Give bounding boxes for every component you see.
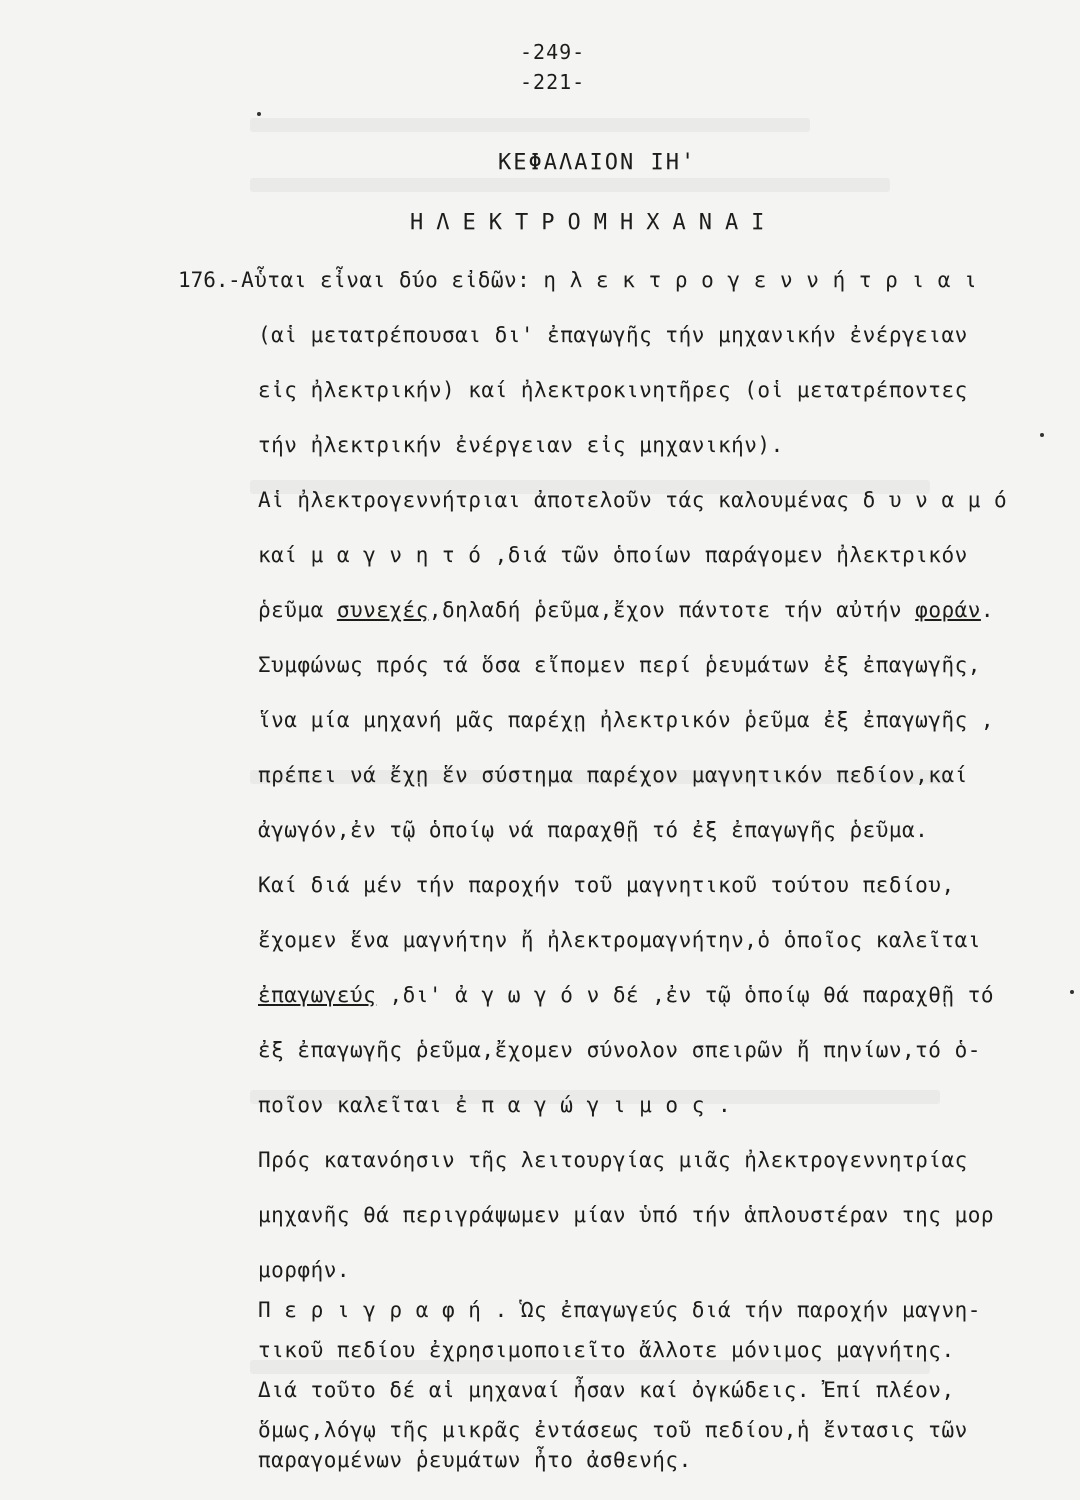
text-line: ἵνα μία μηχανή μᾶς παρέχῃ ἠλεκτρικόν ῥεῦμα ἐξ ἐπαγωγῆς , [258, 708, 995, 732]
text-line: ὅμως,λόγῳ τῆς μικρᾶς ἐντάσεως τοῦ πεδίου,ἡ ἔντασις τῶν [258, 1418, 968, 1442]
text-line: Συμφώνως πρός τά ὅσα εἴπομεν περί ῥευμάτων ἐξ ἐπαγωγῆς, [258, 653, 981, 677]
text-line: ἔχομεν ἕνα μαγνήτην ἤ ἠλεκτρομαγνήτην,ὁ ὁποῖος καλεῖται [258, 928, 981, 952]
section-number: 176. [178, 268, 229, 292]
text-line: πρέπει νά ἔχῃ ἕν σύστημα παρέχον μαγνητικόν πεδίον,καί [258, 763, 968, 787]
ink-dot [257, 112, 261, 116]
chapter-heading: ΚΕΦΑΛΑΙΟΝ ΙΗ' [498, 150, 697, 175]
text-line: Π ε ρ ι γ ρ α φ ή . Ὡς ἐπαγωγεύς διά τήν παροχήν μαγνη- [258, 1298, 981, 1322]
bleed-through [250, 1360, 930, 1374]
text-line-inductor [258, 983, 994, 1007]
text-line: Διά τοῦτο δέ αἱ μηχαναί ἦσαν καί ὀγκώδεις. Ἐπί πλέον, [258, 1378, 955, 1402]
text-line: τικοῦ πεδίου ἐχρησιμοποιεῖτο ἄλλοτε μόνιμος μαγνήτης. [258, 1338, 955, 1362]
text-line: παραγομένων ῥευμάτων ἦτο ἀσθενής. [258, 1448, 692, 1472]
text-line: (αἱ μετατρέπουσαι δι' ἐπαγωγῆς τήν μηχανικήν ἐνέργειαν [258, 323, 968, 347]
text-line: ἐξ ἐπαγωγῆς ῥεῦμα,ἔχομεν σύνολον σπειρῶν ἤ πηνίων,τό ὁ- [258, 1038, 981, 1062]
text-fragment: ῥεῦμα [258, 598, 337, 622]
text-line: Αἱ ἠλεκτρογεννήτριαι ἀποτελοῦν τάς καλουμένας δ υ ν α μ ό [258, 488, 1008, 512]
old-page-number [520, 70, 585, 94]
text-line: τήν ἠλεκτρικήν ἐνέργειαν εἰς μηχανικήν). [258, 433, 784, 457]
page-number: -249- [520, 40, 586, 64]
text-line: καί μ α γ ν η τ ό ,διά τῶν ὁποίων παράγομεν ἠλεκτρικόν [258, 543, 968, 567]
ink-dot [1070, 990, 1074, 994]
text-line: μηχανῆς θά περιγράψωμεν μίαν ὑπό τήν ἁπλουστέραν της μορ [258, 1203, 995, 1227]
text-line: μορφήν. [258, 1258, 351, 1282]
underlined-inductor: ἐπαγωγεύς [258, 983, 377, 1007]
old-page-number-text: -221- [520, 70, 586, 94]
chapter-title: ΗΛΕΚΤΡΟΜΗΧΑΝΑΙ [410, 210, 778, 235]
text-line: Καί διά μέν τήν παροχήν τοῦ μαγνητικοῦ τούτου πεδίου, [258, 873, 955, 897]
text-line: Πρός κατανόησιν τῆς λειτουργίας μιᾶς ἠλεκτρογεννητρίας [258, 1148, 968, 1172]
text-line: ἀγωγόν,ἐν τῷ ὁποίῳ νά παραχθῇ τό ἐξ ἐπαγωγῆς ῥεῦμα. [258, 818, 929, 842]
text-fragment: . [980, 598, 995, 622]
underlined-direction: φοράν [915, 598, 981, 622]
bleed-through [250, 178, 890, 192]
underlined-continuous: συνεχές [336, 598, 429, 622]
text-line: εἰς ἠλεκτρικήν) καί ἠλεκτροκινητῆρες (οἱ μετατρέποντες [258, 378, 968, 402]
text-line-continuous-current [258, 598, 994, 622]
text-line: -Αὗται εἶναι δύο εἰδῶν: η λ ε κ τ ρ ο γ ε ν ν ή τ ρ ι α ι [228, 268, 978, 292]
text-fragment: ,δι' ἀ γ ω γ ό ν δέ ,ἐν τῷ ὁποίῳ θά παραχθῇ τό [376, 983, 995, 1007]
ink-dot [1040, 433, 1044, 437]
text-line: ποῖον καλεῖται ἐ π α γ ώ γ ι μ ο ς . [258, 1093, 732, 1117]
bleed-through [250, 118, 810, 132]
text-fragment: ,δηλαδή ῥεῦμα,ἔχον πάντοτε τήν αὐτήν [428, 598, 916, 622]
